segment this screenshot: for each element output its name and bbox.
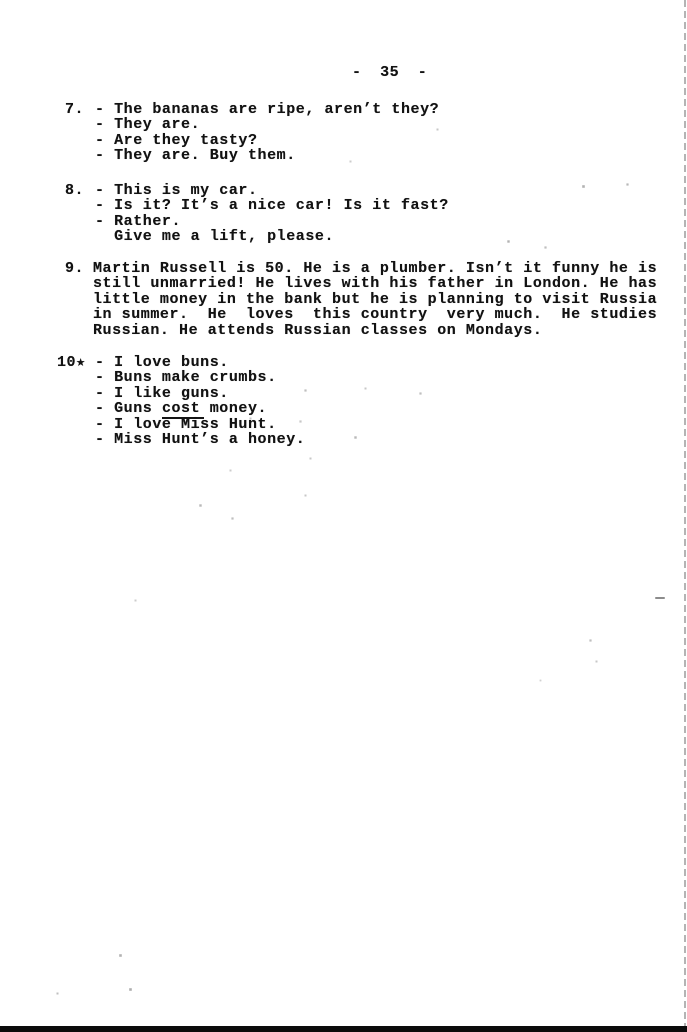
underlined-word: cost bbox=[162, 400, 204, 419]
text-line bbox=[95, 355, 305, 370]
text-segment: - The bananas are ripe, aren’t they? bbox=[95, 101, 440, 118]
text-line bbox=[95, 386, 305, 401]
text-line bbox=[95, 229, 449, 244]
text-segment: - Rather. bbox=[95, 212, 182, 230]
text-segment: - Are they tasty? bbox=[95, 131, 258, 149]
text-segment: - I like guns. bbox=[95, 384, 229, 402]
text-line bbox=[95, 370, 305, 385]
scan-mark bbox=[655, 597, 665, 599]
text-segment: - I love buns. bbox=[95, 354, 229, 371]
text-line bbox=[95, 148, 439, 163]
exercise-number: 10★ bbox=[57, 354, 86, 371]
scan-edge-right bbox=[684, 0, 686, 1026]
text-segment: - Miss Hunt’s a honey. bbox=[95, 430, 306, 448]
text-line bbox=[95, 102, 439, 117]
text-segment: in summer. He loves this country very much. He studies bbox=[93, 306, 658, 324]
text-segment: Martin Russell is 50. He is a plumber. Isn’t it funny he is bbox=[93, 260, 658, 277]
text-line bbox=[95, 183, 449, 198]
exercise-lines bbox=[95, 355, 305, 447]
text-segment: - Buns make crumbs. bbox=[95, 369, 277, 387]
text-line bbox=[95, 432, 305, 447]
text-line bbox=[95, 117, 439, 132]
scan-noise bbox=[0, 0, 1, 1]
exercise-lines bbox=[93, 261, 657, 338]
text-line bbox=[95, 417, 305, 432]
text-segment: Russian. He attends Russian classes on Mondays. bbox=[93, 321, 543, 339]
text-line bbox=[93, 292, 657, 307]
text-segment: - They are. bbox=[95, 116, 201, 134]
exercise-lines bbox=[95, 183, 449, 245]
text-line bbox=[95, 214, 449, 229]
text-segment: money. bbox=[200, 400, 268, 418]
text-segment: Give me a lift, please. bbox=[95, 228, 335, 246]
exercise-number: 7. bbox=[65, 101, 85, 118]
page-number: - 35 - bbox=[352, 64, 428, 81]
text-line bbox=[95, 133, 439, 148]
text-line bbox=[93, 276, 657, 291]
text-segment: - They are. Buy them. bbox=[95, 147, 296, 165]
text-line bbox=[93, 323, 657, 338]
text-segment: little money in the bank but he is planning to visit Russia bbox=[93, 290, 658, 308]
exercise-number: 9. bbox=[65, 260, 85, 277]
text-line bbox=[95, 401, 305, 416]
text-segment: - Guns bbox=[95, 400, 162, 418]
exercise-number: 8. bbox=[65, 182, 85, 199]
text-line bbox=[93, 261, 657, 276]
text-line bbox=[93, 307, 657, 322]
text-segment: - This is my car. bbox=[95, 182, 258, 199]
text-segment: - I love Miss Hunt. bbox=[95, 415, 277, 433]
text-line bbox=[95, 198, 449, 213]
text-segment: - Is it? It’s a nice car! Is it fast? bbox=[95, 197, 449, 215]
text-segment: still unmarried! He lives with his father in London. He has bbox=[93, 275, 658, 293]
scan-edge-bottom bbox=[0, 1026, 687, 1032]
exercise-lines bbox=[95, 102, 439, 164]
